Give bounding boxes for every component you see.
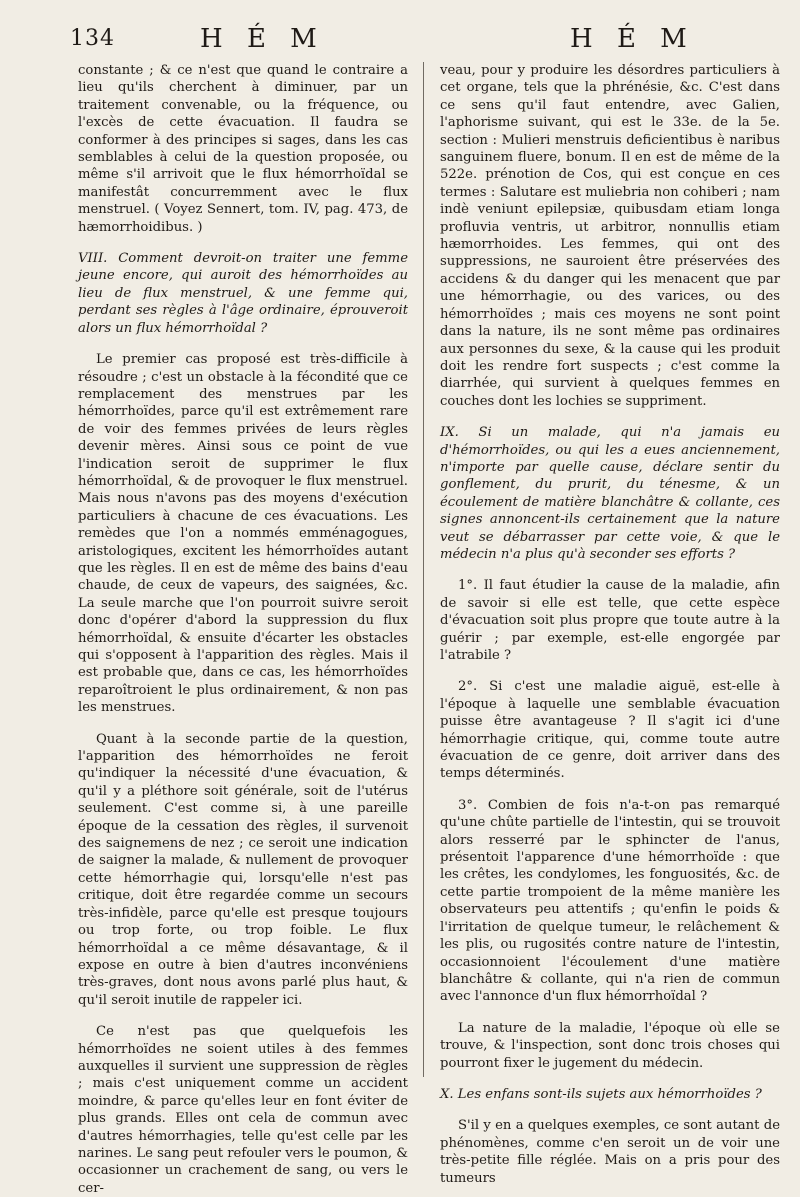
paragraph: veau, pour y produire les désordres particuliers à cet organe, tels que la phrénésie, &c. C'est dans ce sens qu'il faut entendre, avec Galien, l'aphorisme suivant, qui est le 33e. de la 5e. section : Mulieri menstruis deficientibus è naribus sanguinem fluere, bonum. Il en est de même de la 522e. prénotion de Cos, qui est conçue en ces termes : Salutare est muliebria non cohiberi ; nam indè veniunt epilepsiæ, quibusdam etiam longa profluvia ventris, ut arbitror, nonnullis etiam hæmorrhoides. Les femmes, qui ont des suppressions, ne sauroient être préservées des accidens & du danger qui les menacent que par une hémorrhagie, ou des varices, ou des hémorrhoïdes ; mais ces moyens ne sont point dans la nature, ils ne sont même pas ordinaires aux personnes du sexe, & la cause qui les produit doit les rendre fort suspects ; c'est comme la diarrhée, qui survient à quelques femmes en couches dont les lochies se suppriment. [440,63,780,409]
right-column [440,62,780,1187]
paragraph: 1°. Il faut étudier la cause de la maladie, afin de savoir si elle est telle, que cette espèce d'évacuation soit plus propre que toute autre à la guérir ; par exemple, est-elle engorgée par l'atrabile ? [440,578,780,663]
paragraph: Quant à la seconde partie de la question, l'apparition des hémorrhoïdes ne feroit qu'indiquer la nécessité d'une évacuation, & qu'il y a pléthore soit générale, soit de l'utérus seulement. C'est comme si, à une pareille époque de la cessation des règles, il survenoit des saignemens de nez ; ce seroit une indication de saigner la malade, & nullement de provoquer cette hémorrhagie qui, lorsqu'elle n'est pas critique, doit être regardée comme un secours très-infidèle, parce qu'elle est presque toujours ou trop forte, ou trop foible. Le flux hémorrhoïdal a ce même désavantage, & il expose en outre à bien d'autres inconvéniens très-graves, dont nous avons parlé plus haut, & qu'il seroit inutile de rappeler ici. [78,731,408,1008]
paragraph: Ce n'est pas que quelquefois les hémorrhoïdes ne soient utiles à des femmes auxquelles il survient une suppression de règles ; mais c'est uniquement comme un accident moindre, & parce qu'elles leur en font éviter de plus grands. Elles ont cela de commun avec d'autres hémorrhagies, telle qu'est celle par les narines. Le sang peut refouler vers le poumon, & occasionner un crachement de sang, ou vers le cer- [78,1024,408,1196]
question-heading: X. Les enfans sont-ils sujets aux hémorrhoïdes ? [440,1086,762,1102]
paragraph: Le premier cas proposé est très-difficile à résoudre ; c'est un obstacle à la fécondité que ce remplacement des menstrues par les hémorrhoïdes, parce qu'il est extrêmement rare de voir des femmes privées de leurs règles devenir mères. Ainsi sous ce point de vue l'indication seroit de supprimer le flux hémorrhoïdal, & de provoquer le flux menstruel. Mais nous n'avons pas des moyens d'exécution particuliers à chacune de ces évacuations. Les remèdes que l'on a nommés emménagogues, aristologiques, excitent les hémorrhoïdes autant que les règles. Il en est de même des bains d'eau chaude, de ceux de vapeurs, des saignées, &c. La seule marche que l'on pourroit suivre seroit donc d'opérer d'abord la suppression du flux hémorrhoïdal, & ensuite d'écarter les obstacles qui s'opposent à l'apparition des règles. Mais il est probable que, dans ce cas, les hémorrhoïdes reparoîtroient le plus ordinairement, & non pas les menstrues. [78,352,408,716]
paragraph: La nature de la maladie, l'époque où elle se trouve, & l'inspection, sont donc trois choses qui pourront fixer le jugement du médecin. [440,1020,780,1071]
running-head-left: H É M [200,24,325,54]
paragraph: S'il y en a quelques exemples, ce sont autant de phénomènes, comme c'en seroit un de voir une très-petite fille réglée. Mais on a pris pour des tumeurs [440,1118,780,1186]
paragraph: constante ; & ce n'est que quand le contraire a lieu qu'ils cherchent à diminuer, par un traitement convenable, ou la fréquence, ou l'excès de cette évacuation. Il faudra se conformer à des principes si sages, dans les cas semblables à celui de la question proposée, ou même s'il arrivoit que le flux hémorrhoïdal se manifestât concurremment avec le flux menstruel. ( Voyez Sennert, tom. IV, pag. 473, de hæmorrhoidibus. ) [78,63,408,235]
question-heading: VIII. Comment devroit-on traiter une femme jeune encore, qui auroit des hémorrhoïdes au lieu de flux menstruel, & une femme qui, perdant ses règles à l'âge ordinaire, éprouveroit alors un flux hémorrhoïdal ? [78,251,408,336]
left-column [78,62,408,1197]
paragraph: 3°. Combien de fois n'a-t-on pas remarqué qu'une chûte partielle de l'intestin, qui se trouvoit alors resserré par le sphincter de l'anus, présentoit l'apparence d'une hémorrhoïde : que les crêtes, les condylomes, les fonguosités, &c. de cette partie trompoient de la même manière les observateurs peu attentifs ; qu'enfin le poids & l'irritation de quelque tumeur, le relâchement & les plis, ou rugosités contre nature de l'intestin, occasionnoient l'écoulement d'une matière blanchâtre & collante, qui n'a rien de commun avec l'annonce d'un flux hémorrhoïdal ? [440,797,780,1005]
page-number: 134 [70,26,115,51]
column-divider [423,62,424,1077]
page-header [70,24,780,58]
question-heading: IX. Si un malade, qui n'a jamais eu d'hémorrhoïdes, ou qui les a eues anciennement, n'importe par quelle cause, déclare sentir du gonflement, du prurit, du ténesme, & un écoulement de matière blanchâtre & collante, ces signes annoncent-ils certainement que la nature veut se débarrasser par cette voie, & que le médecin n'a plus qu'à seconder ses efforts ? [440,425,780,562]
paragraph: 2°. Si c'est une maladie aiguë, est-elle à l'époque à laquelle une semblable évacuation puisse être avantageuse ? Il s'agit ici d'une hémorrhagie critique, qui, comme toute autre évacuation de ce genre, doit arriver dans des temps déterminés. [440,679,780,782]
running-head-right: H É M [570,24,695,54]
